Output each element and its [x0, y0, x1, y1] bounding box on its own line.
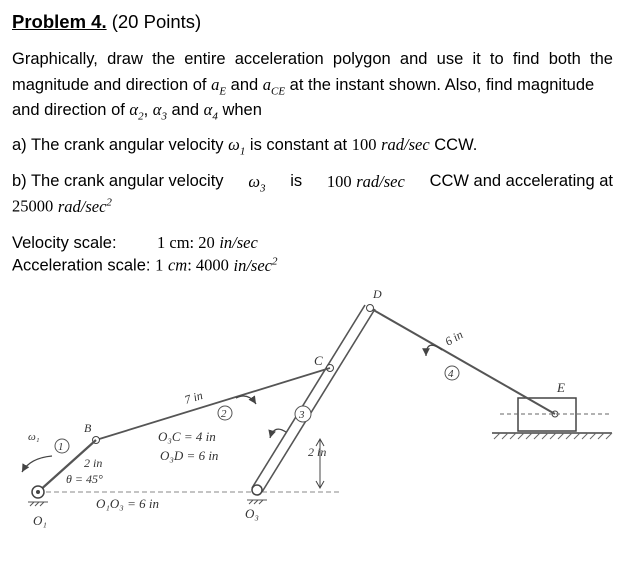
symbol-alpha3: $\alpha_3$ — [152, 100, 167, 123]
text: b) The crank angular velocity — [12, 172, 224, 190]
link-number-1 — [55, 439, 69, 453]
velocity-scale-label: Velocity scale: — [12, 234, 117, 252]
part-b-line-1 — [12, 172, 613, 194]
label-2in-left: 2 in — [84, 456, 103, 470]
text: a) The crank angular velocity — [12, 136, 224, 154]
label-o1: O₁ — [33, 513, 47, 528]
word: the — [590, 50, 613, 68]
svg-text:2: 2 — [221, 408, 227, 420]
label-7in: 7 in — [182, 388, 205, 407]
ground-pivot-o1 — [28, 486, 48, 506]
svg-text:4: 4 — [448, 368, 454, 380]
text: and — [230, 76, 259, 94]
unit: rad/sec — [356, 172, 405, 191]
symbol-aE: $a_E$ — [211, 75, 227, 98]
label-o3d: O₃D = 6 in — [160, 448, 219, 463]
unit: rad/sec — [381, 135, 430, 154]
label-6in-link4: 6 in — [442, 327, 466, 349]
label-o1o3: O₁O₃ = 6 in — [96, 496, 159, 511]
label-b: B — [84, 421, 92, 435]
text: CCW and accelerating at — [429, 172, 613, 190]
ground-hatching — [494, 433, 612, 439]
word: entire — [184, 50, 226, 68]
slider-block-e — [518, 398, 576, 431]
label-c: C — [314, 353, 323, 368]
text: and — [171, 101, 200, 119]
value: 100 — [351, 135, 377, 154]
velocity-scale — [12, 233, 258, 253]
acceleration-scale-unit: $in/\sec^2$ — [233, 255, 278, 275]
acceleration-scale-colon: : 4000 — [187, 255, 229, 275]
word: acceleration — [234, 50, 324, 68]
part-a — [12, 135, 477, 157]
unit: rad/$\sec^2$ — [57, 196, 112, 216]
problem-number: Problem 4. — [12, 11, 107, 32]
value: 100 — [326, 172, 352, 191]
word: the — [152, 50, 176, 68]
word: polygon — [332, 50, 391, 68]
acceleration-scale-value: 1 — [155, 255, 164, 275]
text: is constant at — [249, 136, 348, 154]
intro-line-2 — [12, 75, 594, 97]
text: is — [290, 172, 303, 190]
word: and — [399, 50, 428, 68]
symbol-alpha4: $\alpha_4$ — [203, 100, 218, 123]
symbol-aCE: $a_{CE}$ — [262, 75, 286, 98]
label-o3c: O₃C = 4 in — [158, 429, 216, 444]
label-theta: θ = 45° — [66, 472, 103, 486]
text: CCW. — [434, 136, 478, 154]
acceleration-scale-cm: cm — [167, 255, 188, 275]
pin-d — [367, 305, 374, 312]
symbol-omega3: $\omega_3$ — [248, 172, 266, 195]
word: to — [489, 50, 504, 68]
text: , — [143, 101, 149, 119]
mechanism-figure — [0, 280, 636, 570]
part-b-line-2 — [12, 196, 112, 217]
acceleration-scale-label: Acceleration scale: — [12, 256, 151, 275]
link-4 — [370, 308, 555, 414]
text: magnitude and direction of — [12, 76, 207, 94]
label-o3: O₃ — [245, 506, 259, 521]
word: both — [548, 50, 581, 68]
label-d: D — [373, 287, 382, 301]
problem-title — [12, 11, 201, 33]
link-number-2 — [218, 406, 232, 420]
word: Graphically, — [12, 50, 98, 68]
link-3-edge-a — [252, 305, 365, 488]
link-number-3 — [295, 406, 311, 422]
intro-line-1 — [12, 50, 613, 69]
velocity-scale-value: 1 cm: 20 — [157, 233, 215, 252]
label-e: E — [557, 380, 565, 395]
label-2in-right: 2 in — [308, 445, 327, 459]
velocity-scale-unit: in/sec — [219, 233, 258, 252]
svg-text:3: 3 — [299, 409, 305, 421]
symbol-omega1: $\omega_1$ — [228, 135, 246, 158]
acceleration-scale — [12, 255, 278, 276]
problem-points: (20 Points) — [111, 11, 202, 32]
word: draw — [107, 50, 143, 68]
intro-line-3 — [12, 100, 262, 122]
text: at the instant shown. Also, find magnitude — [289, 76, 595, 94]
value: 25000 — [12, 196, 54, 216]
symbol-alpha2: $\alpha_2$ — [129, 100, 144, 123]
link-3-edge-b — [262, 309, 375, 492]
text: when — [222, 101, 262, 119]
omega1-arrow — [22, 456, 52, 472]
label-omega1: ω₁ — [28, 431, 40, 443]
word: find — [512, 50, 540, 68]
word: use — [436, 50, 464, 68]
link2-rotation-arrow — [236, 396, 256, 404]
link-number-4 — [445, 366, 459, 380]
word: it — [472, 50, 481, 68]
svg-text:1: 1 — [58, 441, 64, 453]
text: and direction of — [12, 101, 125, 119]
